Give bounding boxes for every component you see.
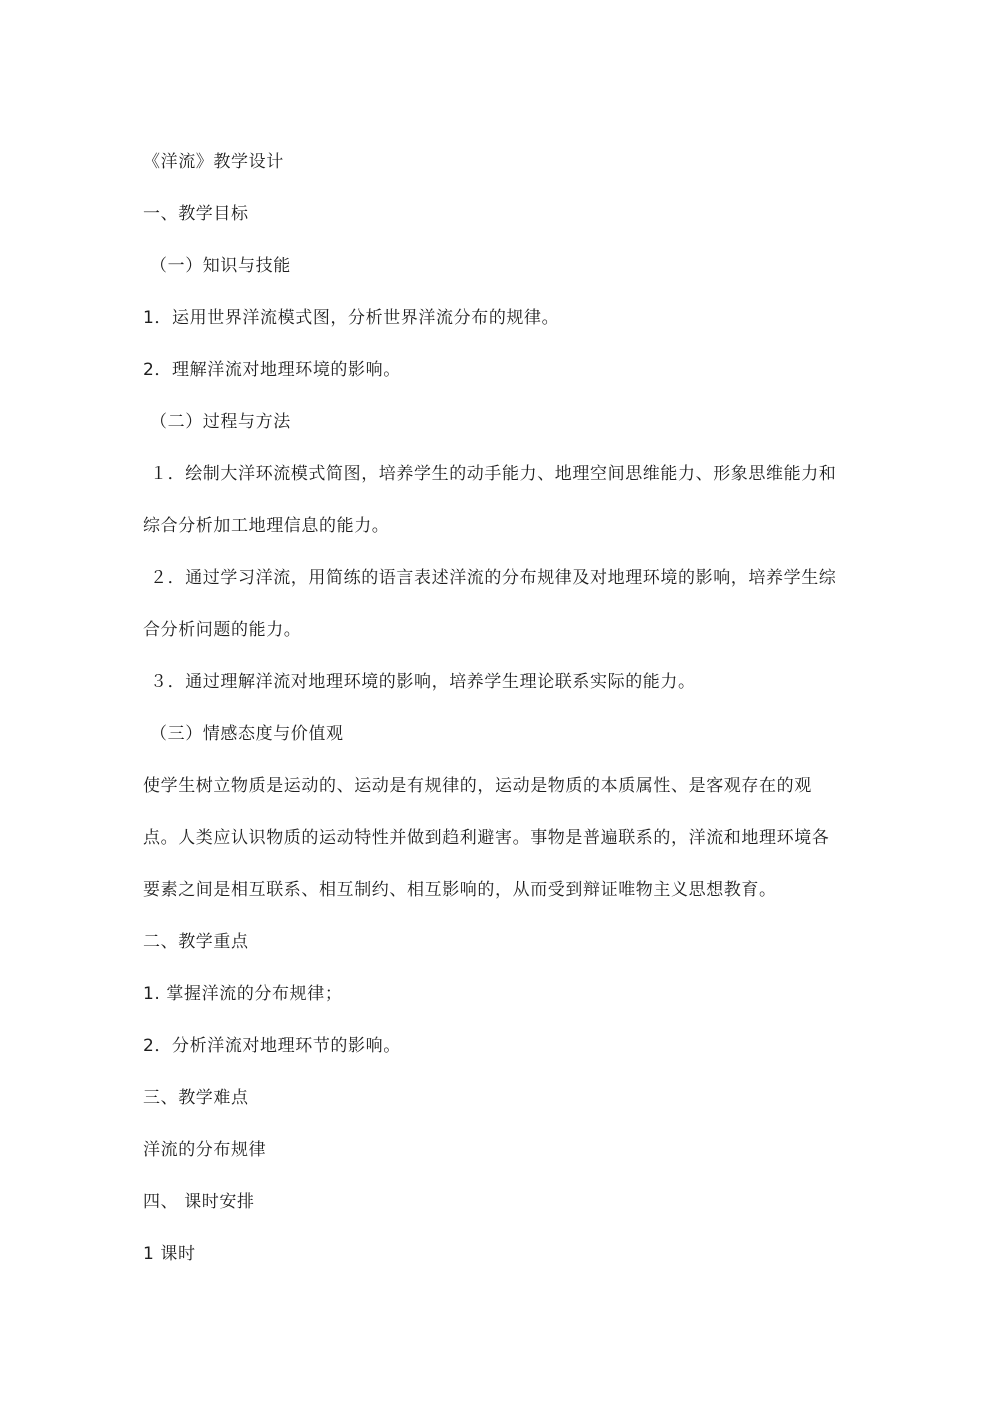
section-heading-teaching-objectives: 一、教学目标 — [143, 204, 249, 224]
list-item: 1．运用世界洋流模式图，分析世界洋流分布的规律。 — [143, 308, 560, 328]
paragraph: 洋流的分布规律 — [143, 1140, 267, 1160]
paragraph-continuation: 点。人类应认识物质的运动特性并做到趋利避害。事物是普遍联系的，洋流和地理环境各 — [143, 828, 830, 848]
list-item: 2．理解洋流对地理环境的影响。 — [143, 360, 401, 380]
list-item: 2．分析洋流对地理环节的影响。 — [143, 1036, 401, 1056]
list-item: １．绘制大洋环流模式简图，培养学生的动手能力、地理空间思维能力、形象思维能力和 — [150, 464, 837, 484]
list-item-continuation: 综合分析加工地理信息的能力。 — [143, 516, 390, 536]
document-title: 《洋流》教学设计 — [143, 152, 284, 172]
section-heading-class-hours-arrangement: 四、 课时安排 — [143, 1192, 255, 1212]
paragraph-continuation: 要素之间是相互联系、相互制约、相互影响的，从而受到辩证唯物主义思想教育。 — [143, 880, 777, 900]
list-item: ３．通过理解洋流对地理环境的影响，培养学生理论联系实际的能力。 — [150, 672, 696, 692]
subsection-heading-knowledge-and-skills: （一）知识与技能 — [150, 256, 291, 276]
list-item: 1. 掌握洋流的分布规律； — [143, 984, 343, 1004]
subsection-heading-process-and-method: （二）过程与方法 — [150, 412, 291, 432]
paragraph: 使学生树立物质是运动的、运动是有规律的，运动是物质的本质属性、是客观存在的观 — [143, 776, 812, 796]
list-item-continuation: 合分析问题的能力。 — [143, 620, 302, 640]
section-heading-teaching-difficulties: 三、教学难点 — [143, 1088, 249, 1108]
subsection-heading-emotion-attitude-values: （三）情感态度与价值观 — [150, 724, 344, 744]
paragraph: 1 课时 — [143, 1244, 196, 1264]
list-item: ２．通过学习洋流，用简练的语言表述洋流的分布规律及对地理环境的影响，培养学生综 — [150, 568, 837, 588]
document-text-body — [143, 136, 849, 1280]
section-heading-teaching-key-points: 二、教学重点 — [143, 932, 249, 952]
